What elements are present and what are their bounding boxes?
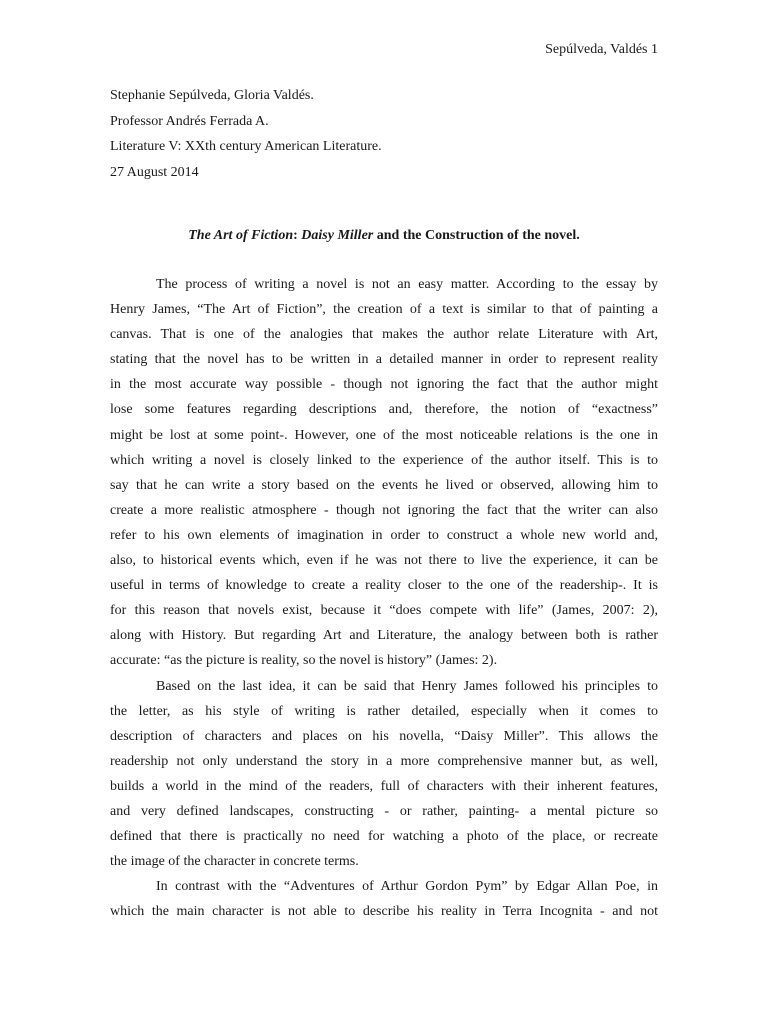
paragraph-line: also, to historical events which, even if he was not there to live the experience, it can be <box>110 553 658 569</box>
paragraph-line: The process of writing a novel is not an easy matter. According to the essay by <box>156 277 658 292</box>
title-separator: : <box>293 228 302 243</box>
essay-body <box>110 272 658 924</box>
paragraph-line: In contrast with the “Adventures of Arthur Gordon Pym” by Edgar Allan Poe, in <box>156 879 658 895</box>
paragraph-line: which writing a novel is closely linked to the experience of the author itself. This is to <box>110 452 658 468</box>
paragraph-line: in the most accurate way possible - though not ignoring the fact that the author might <box>110 377 658 393</box>
paragraph-line: accurate: “as the picture is reality, so the novel is history” (James: 2). <box>110 653 498 669</box>
paragraph-line: description of characters and places on his novella, “Daisy Miller”. This allows the <box>110 728 658 744</box>
paragraph-line: Henry James, “The Art of Fiction”, the creation of a text is similar to that of painting a <box>110 302 658 318</box>
paragraph-line: create a more realistic atmosphere - though not ignoring the fact that the writer can also <box>110 502 658 518</box>
title-rest: and the Construction of the novel. <box>373 228 580 243</box>
title-italic-1: The Art of Fiction <box>188 228 294 243</box>
paragraph-line: the letter, as his style of writing is rather detailed, especially when it comes to <box>110 703 658 719</box>
paragraph-line: along with History. But regarding Art and Literature, the analogy between both is rather <box>110 628 658 644</box>
paragraph-line: might be lost at some point-. However, one of the most noticeable relations is the one in <box>110 427 658 443</box>
paragraph-line: and very defined landscapes, constructing - or rather, painting- a mental picture so <box>110 803 658 819</box>
paragraph <box>110 674 658 875</box>
paragraph-line: which the main character is not able to describe his reality in Terra Incognita - and not <box>110 904 658 920</box>
paragraph-line: lose some features regarding descriptions and, therefore, the notion of “exactness” <box>110 402 658 418</box>
paragraph <box>110 272 658 674</box>
paragraph-line: canvas. That is one of the analogies that makes the author relate Literature with Art, <box>110 327 658 343</box>
paragraph-line: say that he can write a story based on the events he lived or observed, allowing him to <box>110 477 658 493</box>
course-line: Literature V: XXth century American Literature. <box>110 139 382 154</box>
paragraph-line: useful in terms of knowledge to create a reality closer to the one of the readership-. It is <box>110 578 658 594</box>
authors-line: Stephanie Sepúlveda, Gloria Valdés. <box>110 88 314 103</box>
paragraph-line: the image of the character in concrete terms. <box>110 854 359 870</box>
professor-line: Professor Andrés Ferrada A. <box>110 113 269 129</box>
paragraph-line: readership not only understand the story in a more comprehensive manner but, as well, <box>110 753 658 769</box>
paragraph-line: Based on the last idea, it can be said that Henry James followed his principles to <box>156 678 658 694</box>
paragraph-line: stating that the novel has to be written in a detailed manner in order to represent reality <box>110 352 658 368</box>
date-line: 27 August 2014 <box>110 164 199 180</box>
paragraph <box>110 874 658 924</box>
paragraph-line: refer to his own elements of imagination in order to construct a whole new world and, <box>110 527 658 543</box>
running-header: Sepúlveda, Valdés 1 <box>545 42 658 57</box>
paragraph-line: for this reason that novels exist, because it “does compete with life” (James, 2007: 2), <box>110 603 658 619</box>
paragraph-line: defined that there is practically no need for watching a photo of the place, or recreate <box>110 829 658 845</box>
paragraph-line: builds a world in the mind of the readers, full of characters with their inherent features, <box>110 778 658 794</box>
mla-heading <box>110 83 658 185</box>
title-italic-2: Daisy Miller <box>301 228 374 243</box>
essay-title <box>110 225 658 247</box>
